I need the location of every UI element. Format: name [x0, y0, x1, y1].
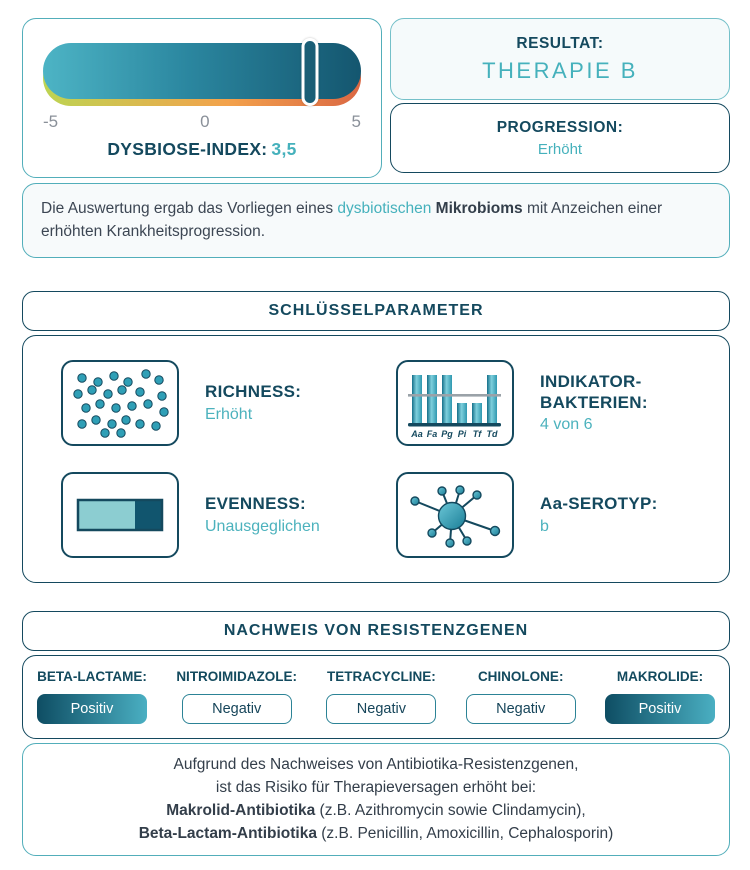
resistance-card [22, 655, 730, 739]
param-aa-serotyp-text [540, 493, 658, 535]
bar-label-tf: Tf [472, 428, 482, 439]
dysbiose-index-card [22, 18, 382, 178]
evenness-value: Unausgeglichen [205, 517, 320, 535]
param-aa-serotyp [384, 472, 703, 558]
summary-bold: Mikrobioms [435, 200, 523, 217]
footer-beta-lactam-bold: Beta-Lactam-Antibiotika [138, 825, 317, 843]
bar-label-pg: Pg [441, 428, 453, 439]
beta-lactame-label: BETA-LACTAME: [37, 668, 147, 684]
gauge-min-label: -5 [43, 112, 59, 131]
summary-card [22, 183, 730, 258]
resultat-label: RESULTAT: [516, 34, 604, 52]
tetracycline-label: TETRACYCLINE: [327, 668, 436, 684]
dysbiose-gauge-marker [302, 38, 319, 106]
nitroimidazole-label: NITROIMIDAZOLE: [176, 668, 298, 684]
bar-chart-icon [396, 360, 514, 446]
key-parameters-title: SCHLÜSSELPARAMETER [268, 301, 484, 319]
param-evenness [49, 472, 368, 558]
bar-label-aa: Aa [411, 428, 423, 439]
makrolide-label: MAKROLIDE: [616, 668, 704, 684]
param-richness-text [205, 381, 301, 423]
chinolone-status-badge: Negativ [466, 694, 576, 724]
summary-text-2: mit Anzeichen einer erhöhten Krankheitsprogression. [41, 200, 663, 241]
top-row [22, 18, 730, 178]
indikator-bakterien-value: 4 von 6 [540, 416, 593, 434]
beta-lactame-status-badge: Positiv [37, 694, 147, 724]
footer-note-card [22, 743, 730, 856]
dysbiose-index-label: DYSBIOSE-INDEX: [107, 139, 268, 159]
makrolide-status-badge: Positiv [605, 694, 715, 724]
richness-label: RICHNESS: [205, 382, 302, 402]
res-col-nitroimidazole [176, 669, 297, 724]
param-evenness-text [205, 493, 320, 535]
indikator-bakterien-label: INDIKATOR-BAKTERIEN: [540, 371, 648, 412]
dysbiose-index-value: 3,5 [271, 139, 297, 159]
progression-card [390, 103, 730, 173]
gauge-scale [43, 112, 361, 132]
key-parameters-header [22, 291, 730, 331]
richness-value: Erhöht [205, 405, 253, 423]
bar-label-td: Td [486, 428, 498, 439]
tetracycline-status-badge: Negativ [326, 694, 436, 724]
aa-serotyp-label: Aa-SEROTYP: [540, 494, 658, 514]
progression-value: Erhöht [537, 140, 583, 158]
bar-label-fa: Fa [426, 428, 438, 439]
footer-makrolid-bold: Makrolid-Antibiotika [166, 802, 316, 819]
res-col-tetracycline [326, 669, 436, 724]
molecule-network-icon [396, 472, 514, 558]
gauge-max-label: 5 [351, 112, 361, 131]
res-col-chinolone [466, 669, 576, 724]
summary-highlight: dysbiotischen [337, 200, 432, 217]
result-column [390, 18, 730, 178]
footer-line-1: Aufgrund des Nachweises von Antibiotika-Resistenzgenen, [173, 755, 579, 773]
footer-line-4 [43, 822, 709, 845]
gauge-mid-label: 0 [200, 112, 210, 131]
split-bar-icon [61, 472, 179, 558]
nitroimidazole-status-badge: Negativ [182, 694, 292, 724]
chinolone-label: CHINOLONE: [477, 668, 564, 684]
dysbiose-index-caption [41, 139, 363, 160]
footer-line-2: ist das Risiko für Therapieversagen erhöht bei: [215, 778, 537, 796]
resistance-header [22, 611, 730, 651]
resultat-value: THERAPIE B [482, 57, 638, 83]
bar-label-pi: Pi [457, 428, 467, 439]
resultat-card [390, 18, 730, 100]
progression-label: PROGRESSION: [496, 118, 624, 136]
scattered-dots-icon [61, 360, 179, 446]
param-richness [49, 360, 368, 446]
resistance-title: NACHWEIS VON RESISTENZGENEN [223, 621, 529, 639]
dysbiose-gauge [43, 43, 361, 105]
aa-serotyp-value: b [540, 517, 549, 535]
evenness-label: EVENNESS: [205, 494, 306, 514]
footer-line-3 [43, 799, 709, 822]
footer-beta-lactam-rest: (z.B. Penicillin, Amoxicillin, Cephalosporin) [316, 825, 614, 843]
summary-text-1: Die Auswertung ergab das Vorliegen eines [41, 200, 338, 217]
res-col-beta-lactame [37, 669, 147, 724]
footer-makrolid-rest: (z.B. Azithromycin sowie Clindamycin), [315, 802, 586, 819]
param-indikator-text [540, 371, 703, 435]
key-parameters-card [22, 335, 730, 583]
param-indikator-bakterien [384, 360, 703, 446]
res-col-makrolide [605, 669, 715, 724]
